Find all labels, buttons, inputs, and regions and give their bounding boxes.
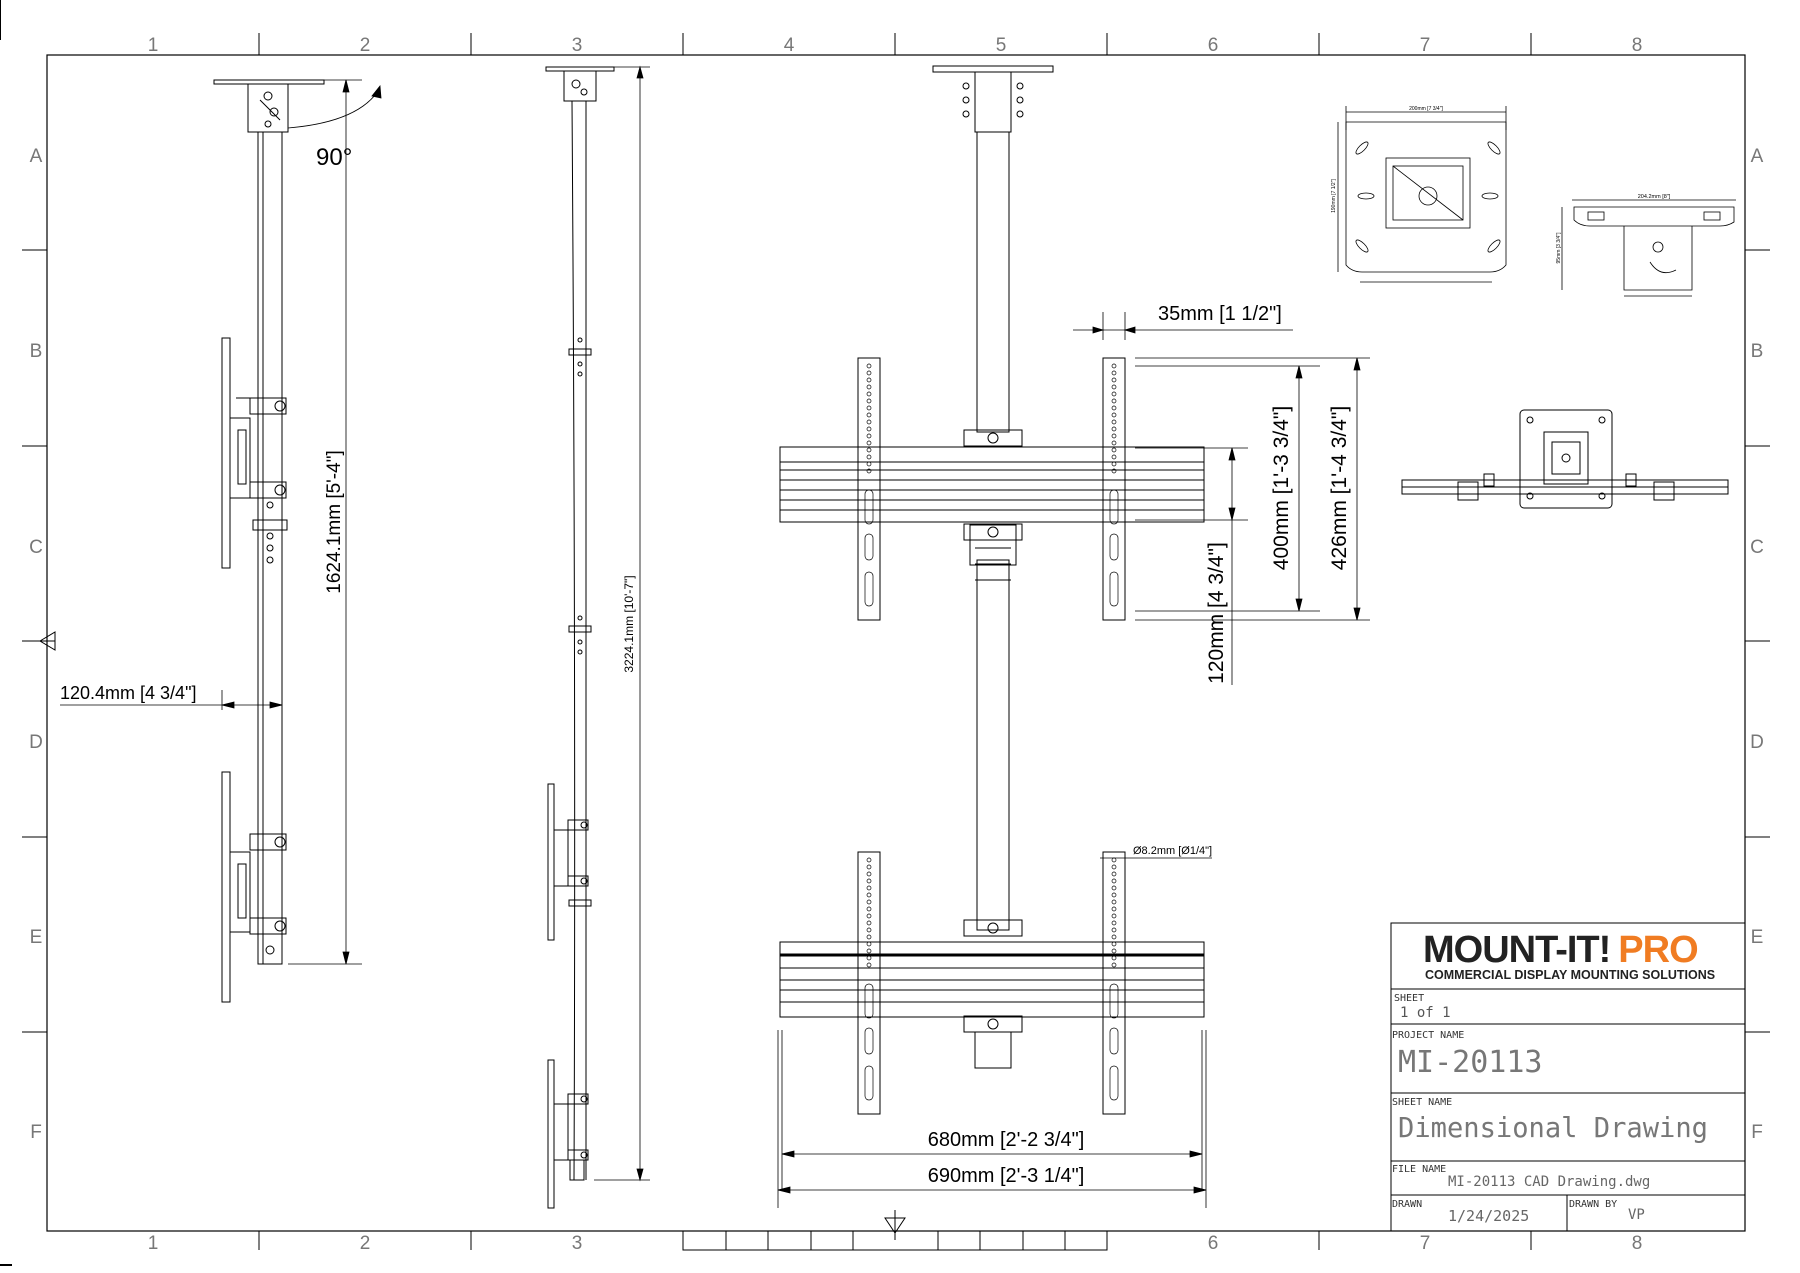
vesa-hole xyxy=(1112,872,1116,876)
vesa-hole xyxy=(1112,963,1116,967)
vesa-hole xyxy=(1112,399,1116,403)
vesa-hole xyxy=(867,963,871,967)
vesa-hole xyxy=(867,364,871,368)
vesa-hole xyxy=(867,935,871,939)
file-value: MI-20113 CAD Drawing.dwg xyxy=(1448,1174,1651,1190)
vesa-slot xyxy=(1110,1066,1118,1100)
span-120-label: 120mm [4 3/4"] xyxy=(1205,542,1228,684)
vesa-hole xyxy=(867,378,871,382)
vesa-slot xyxy=(865,984,873,1018)
vesa-hole xyxy=(1112,420,1116,424)
vesa-hole xyxy=(867,399,871,403)
col-label-bottom-2: 2 xyxy=(359,1233,371,1254)
vesa-hole xyxy=(867,865,871,869)
ceiling-plate-top-view xyxy=(1338,106,1506,282)
vesa-hole xyxy=(1112,956,1116,960)
hole-dia-label: Ø8.2mm [Ø1/4"] xyxy=(1133,845,1213,857)
col-label-bottom-1: 1 xyxy=(147,1233,159,1254)
vesa-hole xyxy=(867,420,871,424)
vesa-hole xyxy=(867,858,871,862)
vesa-slot xyxy=(865,1028,873,1054)
col-label-bottom-8: 8 xyxy=(1631,1233,1643,1254)
vesa-slot xyxy=(1110,1028,1118,1054)
vesa-hole xyxy=(1112,371,1116,375)
extended-side-view xyxy=(546,67,614,1208)
vesa-hole xyxy=(1112,858,1116,862)
sheet-value: 1 of 1 xyxy=(1400,1005,1451,1021)
vesa-slot xyxy=(1110,572,1118,606)
vesa-hole xyxy=(867,462,871,466)
vesa-slot xyxy=(865,490,873,524)
vesa-hole xyxy=(1112,392,1116,396)
col-label-top-4: 4 xyxy=(783,35,795,56)
vesa-hole xyxy=(1112,935,1116,939)
span-400-label: 400mm [1'-3 3/4"] xyxy=(1270,405,1293,571)
vesa-hole xyxy=(867,371,871,375)
vesa-hole xyxy=(1112,921,1116,925)
vesa-hole xyxy=(1112,364,1116,368)
vesa-hole xyxy=(867,413,871,417)
row-label-left-B: B xyxy=(29,341,43,362)
vesa-hole xyxy=(867,949,871,953)
row-label-right-C: C xyxy=(1750,537,1764,558)
rotation-label: 90° xyxy=(316,144,353,171)
vesa-slot xyxy=(1110,534,1118,560)
vesa-hole xyxy=(1112,942,1116,946)
brand-logo xyxy=(1423,929,1698,971)
row-label-left-A: A xyxy=(29,146,43,167)
drawn-label: DRAWN xyxy=(1392,1199,1423,1210)
vesa-hole xyxy=(867,392,871,396)
bracket-width-label: 35mm [1 1/2"] xyxy=(1158,303,1282,325)
vesa-hole xyxy=(1112,914,1116,918)
span-426-label: 426mm [1'-4 3/4"] xyxy=(1328,405,1351,571)
col-label-top-3: 3 xyxy=(571,35,583,56)
height-side-label: 1624.1mm [5'-4"] xyxy=(324,450,345,594)
vesa-slot xyxy=(1110,984,1118,1018)
front-view xyxy=(780,66,1204,1114)
plate-depth-label: 190mm [7 1/2"] xyxy=(1331,179,1337,213)
vesa-hole xyxy=(867,427,871,431)
col-label-top-5: 5 xyxy=(995,35,1007,56)
vesa-hole xyxy=(867,886,871,890)
vesa-hole xyxy=(1112,427,1116,431)
vesa-hole xyxy=(1112,949,1116,953)
vesa-hole xyxy=(867,455,871,459)
vesa-hole xyxy=(867,921,871,925)
plate-side-width-label: 204.2mm [8"] xyxy=(1637,194,1671,200)
vesa-hole xyxy=(867,441,871,445)
vesa-slot xyxy=(1110,490,1118,524)
row-label-left-D: D xyxy=(29,732,43,753)
vesa-hole xyxy=(867,900,871,904)
brand-main: MOUNT-IT! xyxy=(1423,929,1611,971)
top-view xyxy=(1402,410,1728,508)
col-label-bottom-6: 6 xyxy=(1207,1233,1219,1254)
vesa-hole xyxy=(867,879,871,883)
vesa-hole xyxy=(1112,406,1116,410)
col-label-top-7: 7 xyxy=(1419,35,1431,56)
vesa-hole xyxy=(1112,907,1116,911)
col-label-top-6: 6 xyxy=(1207,35,1219,56)
vesa-hole xyxy=(1112,886,1116,890)
vesa-hole xyxy=(867,893,871,897)
vesa-hole xyxy=(1112,462,1116,466)
drawn-value: 1/24/2025 xyxy=(1448,1207,1530,1225)
col-label-top-8: 8 xyxy=(1631,35,1643,56)
vesa-hole xyxy=(867,914,871,918)
vesa-hole xyxy=(867,872,871,876)
col-label-bottom-7: 7 xyxy=(1419,1233,1431,1254)
plate-side-height-label: 95mm [3 3/4"] xyxy=(1556,232,1562,264)
brand-accent: PRO xyxy=(1618,929,1698,971)
row-label-left-E: E xyxy=(29,927,43,948)
project-value: MI-20113 xyxy=(1398,1045,1543,1080)
vesa-hole xyxy=(1112,413,1116,417)
col-label-top-1: 1 xyxy=(147,35,159,56)
row-label-right-F: F xyxy=(1751,1122,1763,1143)
vesa-hole xyxy=(1112,900,1116,904)
vesa-hole xyxy=(1112,893,1116,897)
width-680-label: 680mm [2'-2 3/4"] xyxy=(927,1129,1085,1151)
vesa-hole xyxy=(1112,928,1116,932)
vesa-hole xyxy=(867,942,871,946)
side-view-mount xyxy=(214,80,324,1002)
drawn-by-value: VP xyxy=(1628,1207,1645,1223)
vesa-hole xyxy=(1112,879,1116,883)
project-label: PROJECT NAME xyxy=(1392,1030,1465,1041)
col-label-top-2: 2 xyxy=(359,35,371,56)
vesa-hole xyxy=(1112,385,1116,389)
vesa-hole xyxy=(867,907,871,911)
vesa-hole xyxy=(1112,441,1116,445)
col-label-bottom-3: 3 xyxy=(571,1233,583,1254)
file-label: FILE NAME xyxy=(1392,1164,1447,1175)
row-label-right-B: B xyxy=(1750,341,1764,362)
plate-width-label: 200mm [7 3/4"] xyxy=(1409,106,1443,112)
vesa-hole xyxy=(1112,455,1116,459)
brand-tagline: COMMERCIAL DISPLAY MOUNTING SOLUTIONS xyxy=(1425,968,1716,982)
vesa-hole xyxy=(1112,448,1116,452)
vesa-slot xyxy=(865,572,873,606)
row-label-right-D: D xyxy=(1750,732,1764,753)
row-label-right-E: E xyxy=(1750,927,1764,948)
vesa-hole xyxy=(867,928,871,932)
vesa-hole xyxy=(867,956,871,960)
drawn-by-label: DRAWN BY xyxy=(1569,1199,1618,1210)
row-label-left-F: F xyxy=(30,1122,42,1143)
title-block-text xyxy=(1392,929,1715,1225)
vesa-hole xyxy=(1112,434,1116,438)
width-690-label: 690mm [2'-3 1/4"] xyxy=(927,1165,1085,1187)
offset-side-label: 120.4mm [4 3/4"] xyxy=(60,683,197,703)
row-label-right-A: A xyxy=(1750,146,1764,167)
vesa-hole xyxy=(867,434,871,438)
vesa-hole xyxy=(867,448,871,452)
vesa-slot xyxy=(865,534,873,560)
vesa-slot xyxy=(865,1066,873,1100)
sheet-label: SHEET xyxy=(1394,993,1425,1004)
sheet-name-label: SHEET NAME xyxy=(1392,1097,1453,1108)
vesa-hole xyxy=(1112,865,1116,869)
ceiling-plate-side-view xyxy=(1562,200,1736,296)
vesa-hole xyxy=(867,406,871,410)
row-label-left-C: C xyxy=(29,537,43,558)
height-extended-label: 3224.1mm [10'-7"] xyxy=(622,575,636,673)
vesa-hole xyxy=(1112,378,1116,382)
vesa-hole xyxy=(867,385,871,389)
sheet-name-value: Dimensional Drawing xyxy=(1398,1111,1708,1144)
